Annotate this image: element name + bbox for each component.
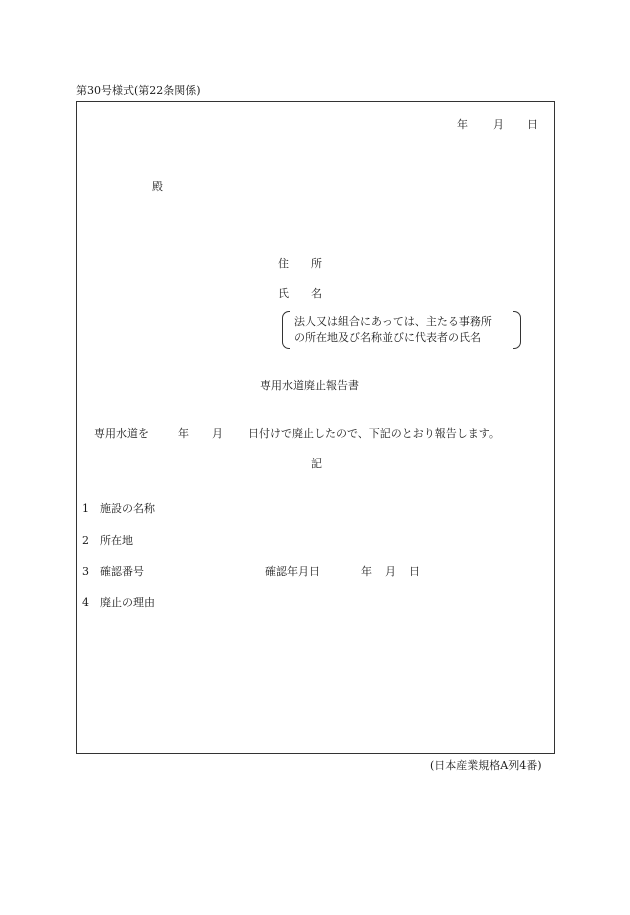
corporate-note-bracket [282, 311, 521, 349]
confirmation-date-label: 確認年月日 [265, 565, 320, 578]
date-day: 日 [527, 118, 538, 131]
corporate-note-line1: 法人又は組合にあっては、主たる事務所 [294, 315, 492, 328]
ki-mark: 記 [311, 457, 322, 470]
body-text-part1: 専用水道を [94, 427, 149, 440]
confirmation-year: 年 [361, 565, 372, 578]
item-1-label: 施設の名称 [100, 502, 155, 515]
date-month: 月 [493, 118, 504, 131]
body-text-part2: 日付けで廃止したので、下記のとおり報告します。 [248, 427, 500, 440]
form-number: 第30号様式(第22条関係) [76, 84, 201, 97]
confirmation-month: 月 [385, 565, 396, 578]
date-year: 年 [457, 118, 468, 131]
body-text-month: 月 [212, 427, 223, 440]
item-1-number: 1 [82, 502, 89, 515]
item-3-label: 確認番号 [100, 565, 144, 578]
name-label: 氏 名 [278, 287, 322, 300]
item-3-number: 3 [82, 565, 89, 578]
right-bracket [513, 311, 521, 349]
address-label: 住 所 [278, 257, 322, 270]
confirmation-day: 日 [409, 565, 420, 578]
left-bracket [282, 311, 290, 349]
body-text-year: 年 [178, 427, 189, 440]
item-2-label: 所在地 [100, 534, 133, 547]
paper-size-note: (日本産業規格A列4番) [430, 759, 542, 772]
document-title: 専用水道廃止報告書 [260, 379, 359, 392]
corporate-note-line2: の所在地及び名称並びに代表者の氏名 [294, 331, 481, 344]
item-4-number: 4 [82, 596, 89, 609]
item-2-number: 2 [82, 534, 89, 547]
addressee-honorific: 殿 [152, 180, 163, 193]
item-4-label: 廃止の理由 [100, 596, 155, 609]
